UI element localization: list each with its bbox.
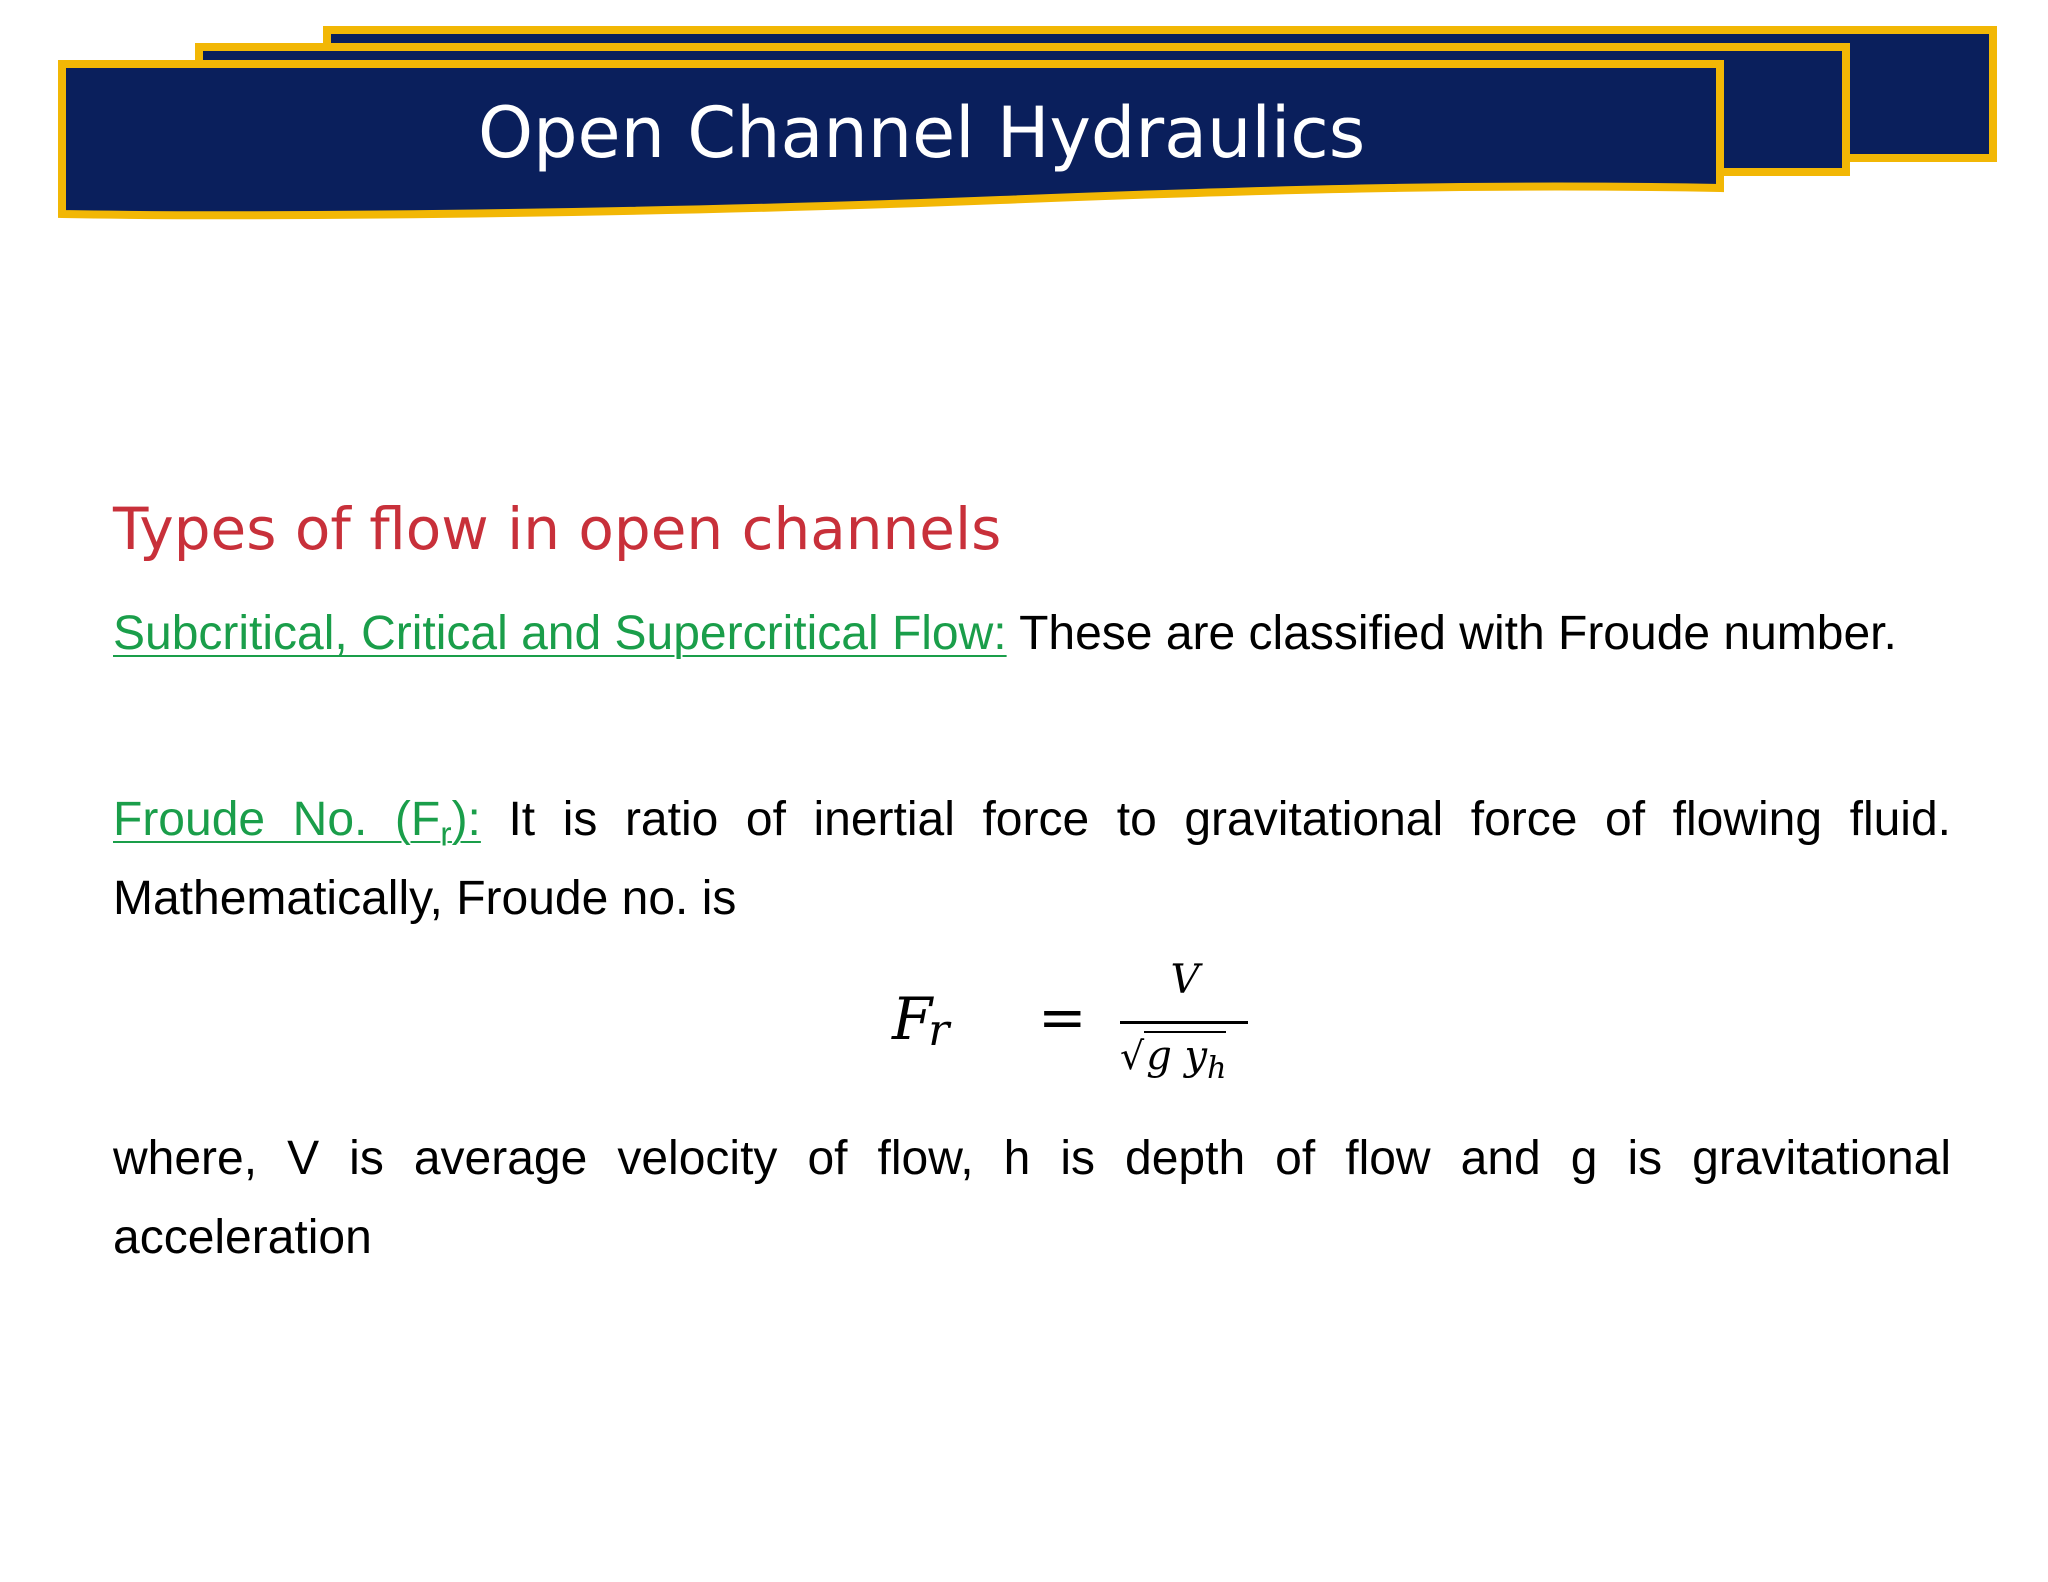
term-froude-number: Froude No. $(F_r)$: [113,793,481,854]
fraction-denominator: √g $y_h$ [1120,1033,1227,1086]
section-heading: Types of flow in open channels [113,495,1002,563]
froude-equation [880,955,1300,1095]
paragraph-flow-types [113,594,1951,673]
equation-equals: = [1038,983,1087,1051]
equation-lhs: $F_r$ [892,985,950,1056]
fraction-numerator: V [1170,957,1200,1003]
slide-title: Open Channel Hydraulics [478,92,1366,174]
paragraph-froude-text: It is ratio of inertial force to gravitational force of flowing fluid. Mathematically, Froude no. is [113,793,1951,925]
equation-fraction [1040,955,1300,1095]
paragraph-froude-definition [113,780,1951,938]
paragraph-flow-types-text: These are classified with Froude number. [1006,607,1897,660]
paragraph-where: where, V is average velocity of flow, h is depth of flow and g is gravitational acceleration [113,1132,1951,1264]
fraction-bar [1120,1021,1248,1024]
term-flow-types: Subcritical, Critical and Supercritical Flow: [113,607,1007,660]
sqrt-icon: √ [1120,1034,1145,1078]
